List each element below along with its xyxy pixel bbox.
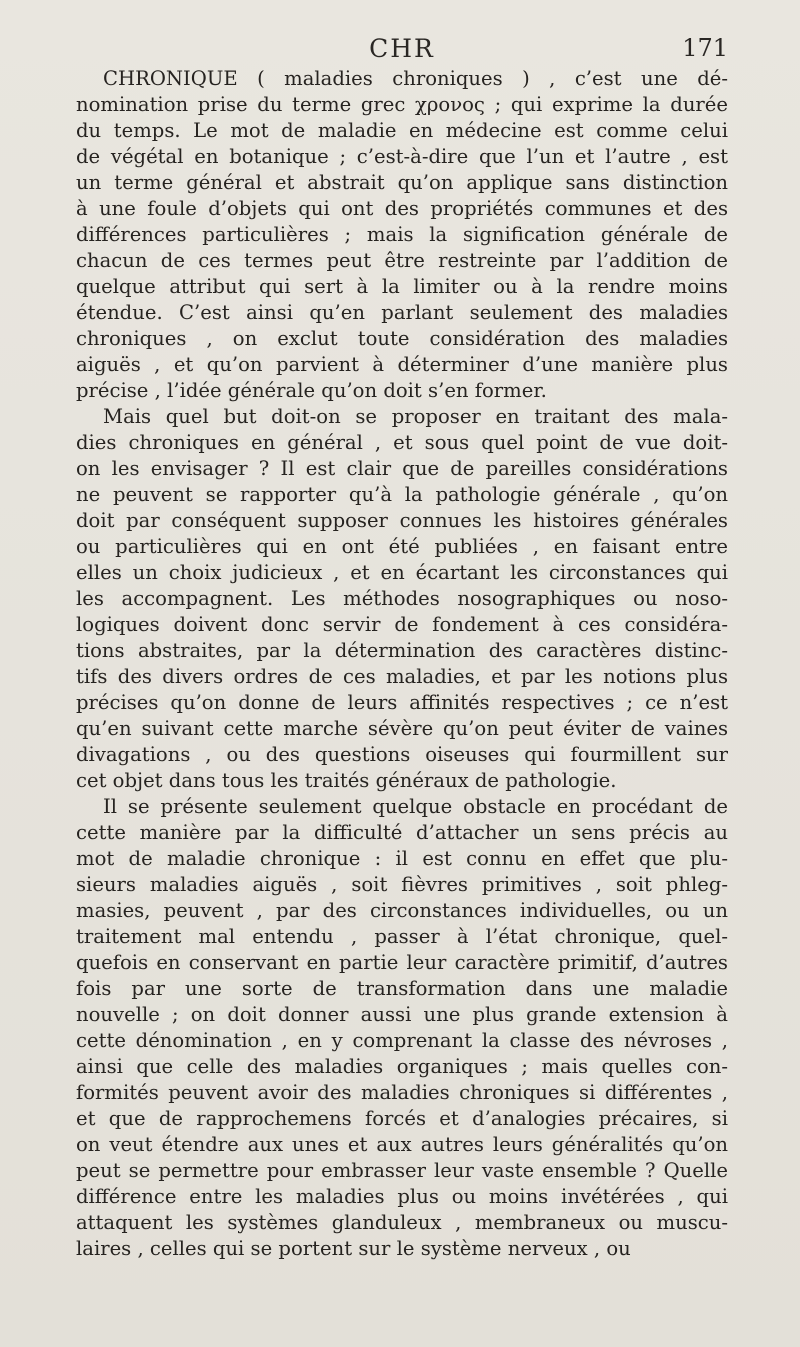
text-line: sieurs maladies aiguës , soit fièvres primitives , soit phleg- [76, 873, 728, 896]
text-line: du temps. Le mot de maladie en médecine est comme celui [76, 119, 728, 142]
text-line: elles un choix judicieux , et en écartant les circonstances qui [76, 561, 728, 584]
text-line: Mais quel but doit-on se proposer en traitant des mala- [103, 405, 728, 428]
text-line: tions abstraites, par la détermination des caractères distinc- [76, 639, 728, 662]
text-line: on les envisager ? Il est clair que de pareilles considérations [76, 457, 728, 480]
text-line: on veut étendre aux unes et aux autres leurs généralités qu’on [76, 1133, 728, 1156]
text-line: quelque attribut qui sert à la limiter ou à la rendre moins [76, 275, 728, 298]
page-body [76, 66, 728, 1262]
text-line: laires , celles qui se portent sur le système nerveux , ou [76, 1237, 631, 1260]
text-line: un terme général et abstrait qu’on applique sans distinction [76, 171, 728, 194]
text-line: à une foule d’objets qui ont des propriétés communes et des [76, 197, 728, 220]
text-line: différence entre les maladies plus ou moins invétérées , qui [76, 1185, 728, 1208]
text-line: et que de rapprochemens forcés et d’analogies précaires, si [76, 1107, 728, 1130]
paragraph [76, 794, 728, 1262]
text-line: quefois en conservant en partie leur caractère primitif, d’autres [76, 951, 728, 974]
text-line: cette dénomination , en y comprenant la classe des névroses , [76, 1029, 728, 1052]
text-line: nouvelle ; on doit donner aussi une plus grande extension à [76, 1003, 728, 1026]
page-number: 171 [682, 34, 728, 62]
paragraph [76, 404, 728, 794]
text-line: dies chroniques en général , et sous quel point de vue doit- [76, 431, 728, 454]
text-line: précise , l’idée générale qu’on doit s’en former. [76, 379, 547, 402]
text-line: divagations , ou des questions oiseuses qui fourmillent sur [76, 743, 728, 766]
text-line: logiques doivent donc servir de fondement à ces considéra- [76, 613, 728, 636]
page-header [76, 34, 728, 64]
text-line: aiguës , et qu’on parvient à déterminer d’une manière plus [76, 353, 728, 376]
text-line: cet objet dans tous les traités généraux de pathologie. [76, 769, 617, 792]
text-line: doit par conséquent supposer connues les histoires générales [76, 509, 728, 532]
text-line: les accompagnent. Les méthodes nosographiques ou noso- [76, 587, 728, 610]
text-line: étendue. C’est ainsi qu’en parlant seulement des maladies [76, 301, 728, 324]
text-line: ne peuvent se rapporter qu’à la pathologie générale , qu’on [76, 483, 728, 506]
text-line: mot de maladie chronique : il est connu en effet que plu- [76, 847, 728, 870]
text-line: chroniques , on exclut toute considération des maladies [76, 327, 728, 350]
text-line: attaquent les systèmes glanduleux , membraneux ou muscu- [76, 1211, 728, 1234]
text-line: tifs des divers ordres de ces maladies, et par les notions plus [76, 665, 728, 688]
text-line: CHRONIQUE ( maladies chroniques ) , c’est une dé- [103, 67, 728, 90]
text-line: chacun de ces termes peut être restreinte par l’addition de [76, 249, 728, 272]
text-line: Il se présente seulement quelque obstacle en procédant de [103, 795, 728, 818]
text-line: formités peuvent avoir des maladies chroniques si différentes , [76, 1081, 728, 1104]
text-line: différences particulières ; mais la signification générale de [76, 223, 728, 246]
text-line: ainsi que celle des maladies organiques ; mais quelles con- [76, 1055, 728, 1078]
text-line: fois par une sorte de transformation dans une maladie [76, 977, 728, 1000]
text-line: ou particulières qui en ont été publiées , en faisant entre [76, 535, 728, 558]
text-line: nomination prise du terme grec χρονος ; qui exprime la durée [76, 93, 728, 116]
running-head: CHR [369, 34, 435, 63]
paragraph [76, 66, 728, 404]
text-line: masies, peuvent , par des circonstances individuelles, ou un [76, 899, 728, 922]
text-line: de végétal en botanique ; c’est-à-dire que l’un et l’autre , est [76, 145, 728, 168]
text-line: cette manière par la difficulté d’attacher un sens précis au [76, 821, 728, 844]
text-line: peut se permettre pour embrasser leur vaste ensemble ? Quelle [76, 1159, 728, 1182]
text-line: traitement mal entendu , passer à l’état chronique, quel- [76, 925, 728, 948]
text-line: précises qu’on donne de leurs affinités respectives ; ce n’est [76, 691, 728, 714]
text-line: qu’en suivant cette marche sévère qu’on peut éviter de vaines [76, 717, 728, 740]
